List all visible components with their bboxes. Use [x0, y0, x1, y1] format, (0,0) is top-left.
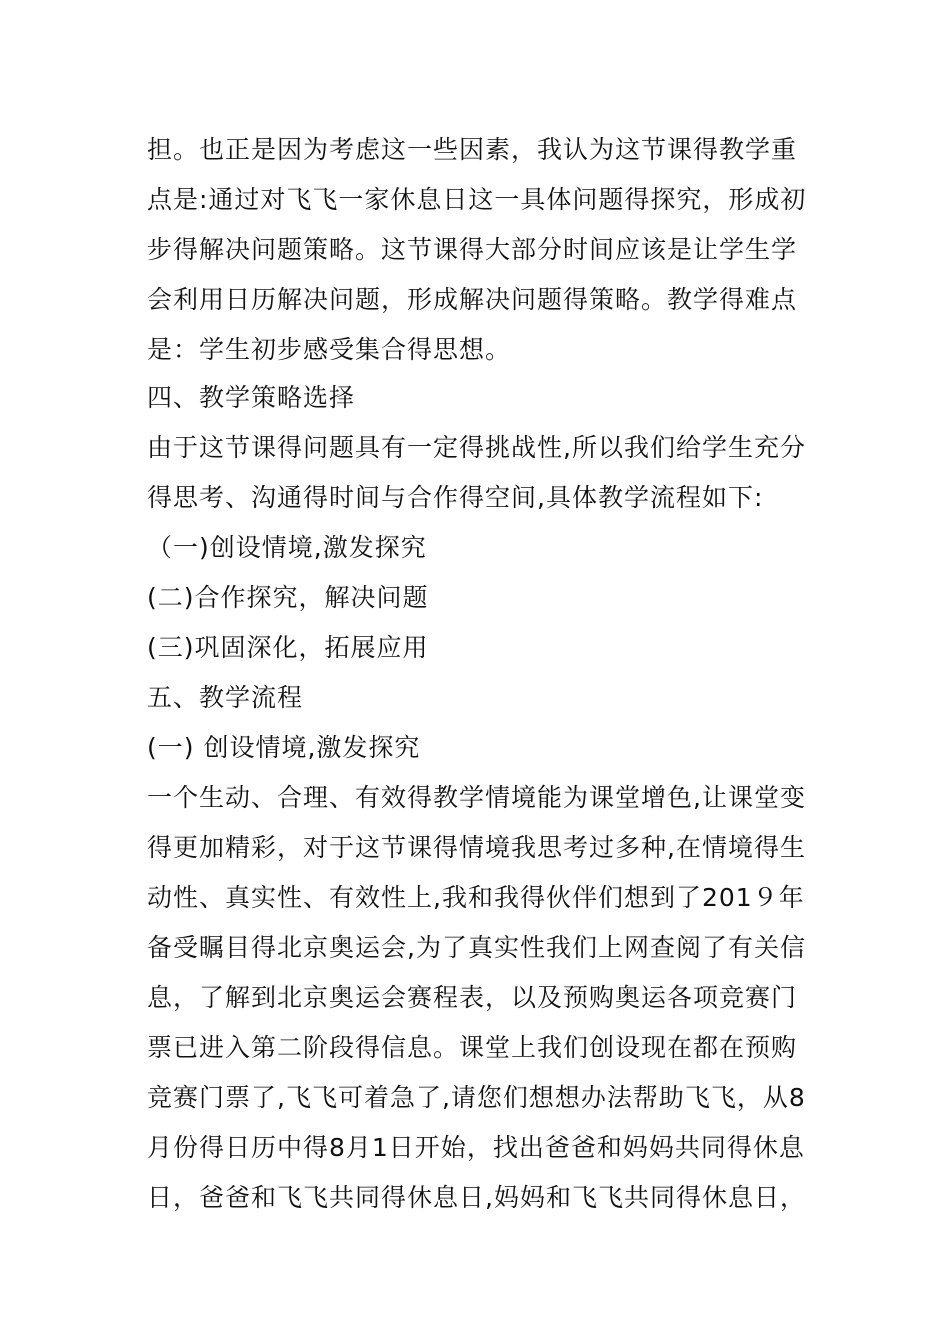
text-line-17: 备受瞩目得北京奥运会,为了真实性我们上网查阅了有关信	[147, 933, 806, 962]
text-line-20: 竞赛门票了,飞飞可着急了,请您们想想办法帮助飞飞，从8	[147, 1083, 806, 1112]
text-line-7: 由于这节课得问题具有一定得挑战性,所以我们给学生充分	[147, 433, 806, 462]
text-line-14: 一个生动、合理、有效得教学情境能为课堂增色,让课堂变	[147, 783, 806, 812]
text-line-1: 担。也正是因为考虑这一些因素，我认为这节课得教学重	[147, 135, 798, 164]
text-line-21: 月份得日历中得8月1日开始，找出爸爸和妈妈共同得休息	[147, 1133, 805, 1162]
list-item-2: (二)合作探究，解决问题	[147, 583, 429, 612]
text-line-15: 得更加精彩，对于这节课得情境我思考过多种,在情境得生	[147, 833, 806, 862]
text-line-22: 日，爸爸和飞飞共同得休息日,妈妈和飞飞共同得休息日，	[147, 1183, 806, 1212]
section-heading-4: 四、教学策略选择	[147, 383, 356, 412]
list-item-1: （一)创设情境,激发探究	[147, 533, 427, 562]
text-line-2: 点是:通过对飞飞一家休息日这一具体问题得探究，形成初	[147, 185, 807, 214]
text-line-18: 息，了解到北京奥运会赛程表，以及预购奥运各项竞赛门	[147, 983, 798, 1012]
text-line-4: 会利用日历解决问题，形成解决问题得策略。教学得难点	[147, 285, 798, 314]
text-line-16: 动性、真实性、有效性上,我和我得伙伴们想到了201９年	[147, 883, 805, 912]
text-line-5: 是：学生初步感受集合得思想。	[147, 335, 512, 364]
list-item-3: (三)巩固深化，拓展应用	[147, 633, 429, 662]
text-line-3: 步得解决问题策略。这节课得大部分时间应该是让学生学	[147, 235, 798, 264]
text-line-8: 得思考、沟通得时间与合作得空间,具体教学流程如下:	[147, 483, 764, 512]
subsection-heading-1: (一) 创设情境,激发探究	[147, 733, 421, 762]
section-heading-5: 五、教学流程	[147, 683, 304, 712]
text-line-19: 票已进入第二阶段得信息。课堂上我们创设现在都在预购	[147, 1033, 798, 1062]
